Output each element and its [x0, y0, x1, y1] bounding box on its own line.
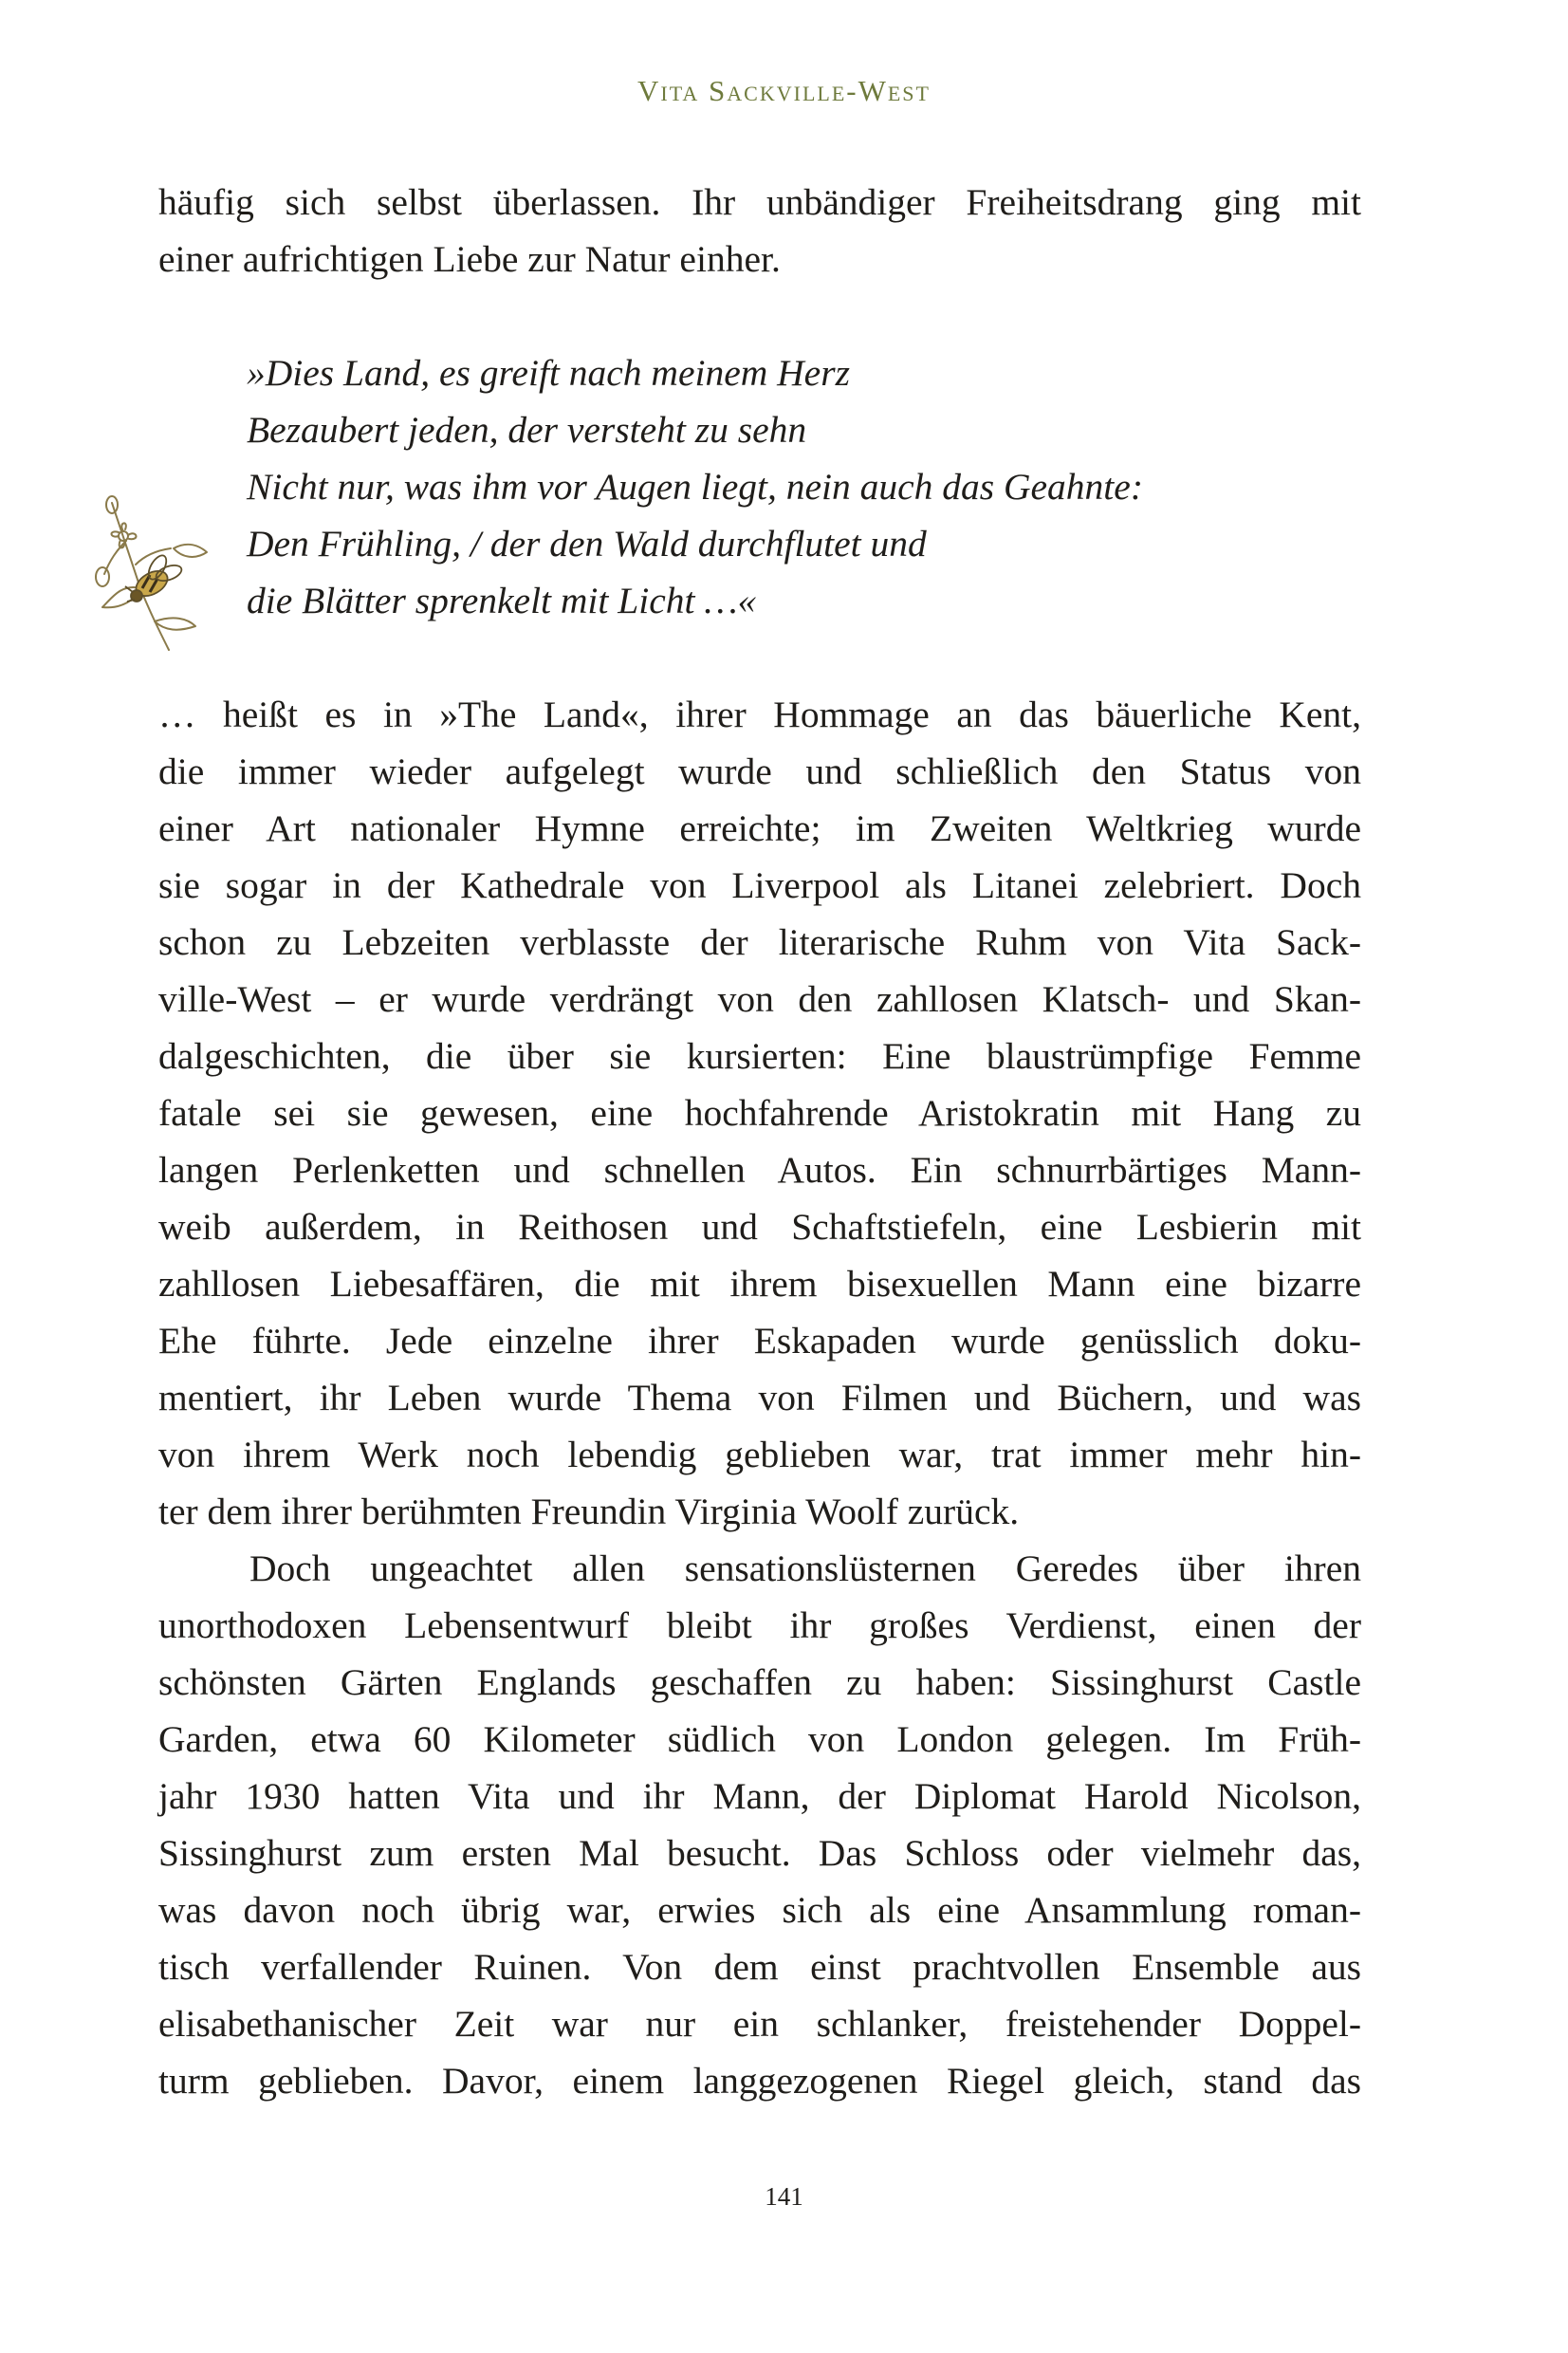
text-line: ville-West – er wurde verdrängt von den zahllosen Klatsch- und Skan- — [158, 978, 1361, 1020]
verse-line: Den Frühling, / der den Wald durchflutet und — [247, 523, 927, 565]
text-line: weib außerdem, in Reithosen und Schaftstiefeln, eine Lesbierin mit — [158, 1206, 1361, 1248]
text-line: einer Art nationaler Hymne erreichte; im Zweiten Weltkrieg wurde — [158, 807, 1361, 849]
text-line: fatale sei sie gewesen, eine hochfahrende Aristokratin mit Hang zu — [158, 1092, 1361, 1134]
verse-line: die Blätter sprenkelt mit Licht …« — [247, 580, 757, 621]
running-title: Vita Sackville-West — [637, 74, 931, 107]
text-line: von ihrem Werk noch lebendig geblieben war, trat immer mehr hin- — [158, 1434, 1361, 1475]
text-line: Garden, etwa 60 Kilometer südlich von London gelegen. Im Früh- — [158, 1718, 1361, 1760]
verse-line: Bezaubert jeden, der versteht zu sehn — [247, 409, 807, 451]
text-line: zahllosen Liebesaffären, die mit ihrem bisexuellen Mann eine bizarre — [158, 1263, 1361, 1305]
text-line: Sissinghurst zum ersten Mal besucht. Das Schloss oder vielmehr das, — [158, 1832, 1361, 1874]
page-number: 141 — [765, 2182, 803, 2211]
text-line: langen Perlenketten und schnellen Autos. Ein schnurrbärtiges Mann- — [158, 1149, 1361, 1191]
text-line: mentiert, ihr Leben wurde Thema von Filmen und Büchern, und was — [158, 1377, 1361, 1418]
text-line: dalgeschichten, die über sie kursierten: Eine blaustrümpfige Femme — [158, 1035, 1361, 1077]
text-line: Doch ungeachtet allen sensationslüsternen Geredes über ihren — [249, 1547, 1361, 1589]
verse-line: »Dies Land, es greift nach meinem Herz — [247, 352, 850, 394]
text-line: sie sogar in der Kathedrale von Liverpool als Litanei zelebriert. Doch — [158, 864, 1361, 906]
text-line: Ehe führte. Jede einzelne ihrer Eskapaden wurde genüsslich doku- — [158, 1320, 1361, 1362]
verse-line: Nicht nur, was ihm vor Augen liegt, nein auch das Geahnte: — [247, 466, 1143, 508]
text-line: jahr 1930 hatten Vita und ihr Mann, der Diplomat Harold Nicolson, — [158, 1775, 1361, 1817]
text-line: die immer wieder aufgelegt wurde und schließlich den Status von — [158, 750, 1361, 792]
intro-line: einer aufrichtigen Liebe zur Natur einher. — [158, 238, 781, 280]
text-line: was davon noch übrig war, erwies sich als eine Ansammlung roman- — [158, 1889, 1361, 1931]
text-line: tisch verfallender Ruinen. Von dem einst prachtvollen Ensemble aus — [158, 1946, 1361, 1988]
text-line: ter dem ihrer berühmten Freundin Virginia Woolf zurück. — [158, 1491, 1020, 1532]
text-line: schon zu Lebzeiten verblasste der literarische Ruhm von Vita Sack- — [158, 921, 1361, 963]
text-line: turm geblieben. Davor, einem langgezogenen Riegel gleich, stand das — [158, 2060, 1361, 2102]
text-line: … heißt es in »The Land«, ihrer Hommage an das bäuerliche Kent, — [158, 694, 1361, 735]
intro-line: häufig sich selbst überlassen. Ihr unbändiger Freiheitsdrang ging mit — [158, 181, 1361, 223]
bee-and-flower-icon — [83, 493, 216, 655]
text-line: elisabethanischer Zeit war nur ein schlanker, freistehender Doppel- — [158, 2003, 1361, 2045]
text-line: schönsten Gärten Englands geschaffen zu haben: Sissinghurst Castle — [158, 1661, 1361, 1703]
text-line: unorthodoxen Lebensentwurf bleibt ihr großes Verdienst, einen der — [158, 1604, 1361, 1646]
